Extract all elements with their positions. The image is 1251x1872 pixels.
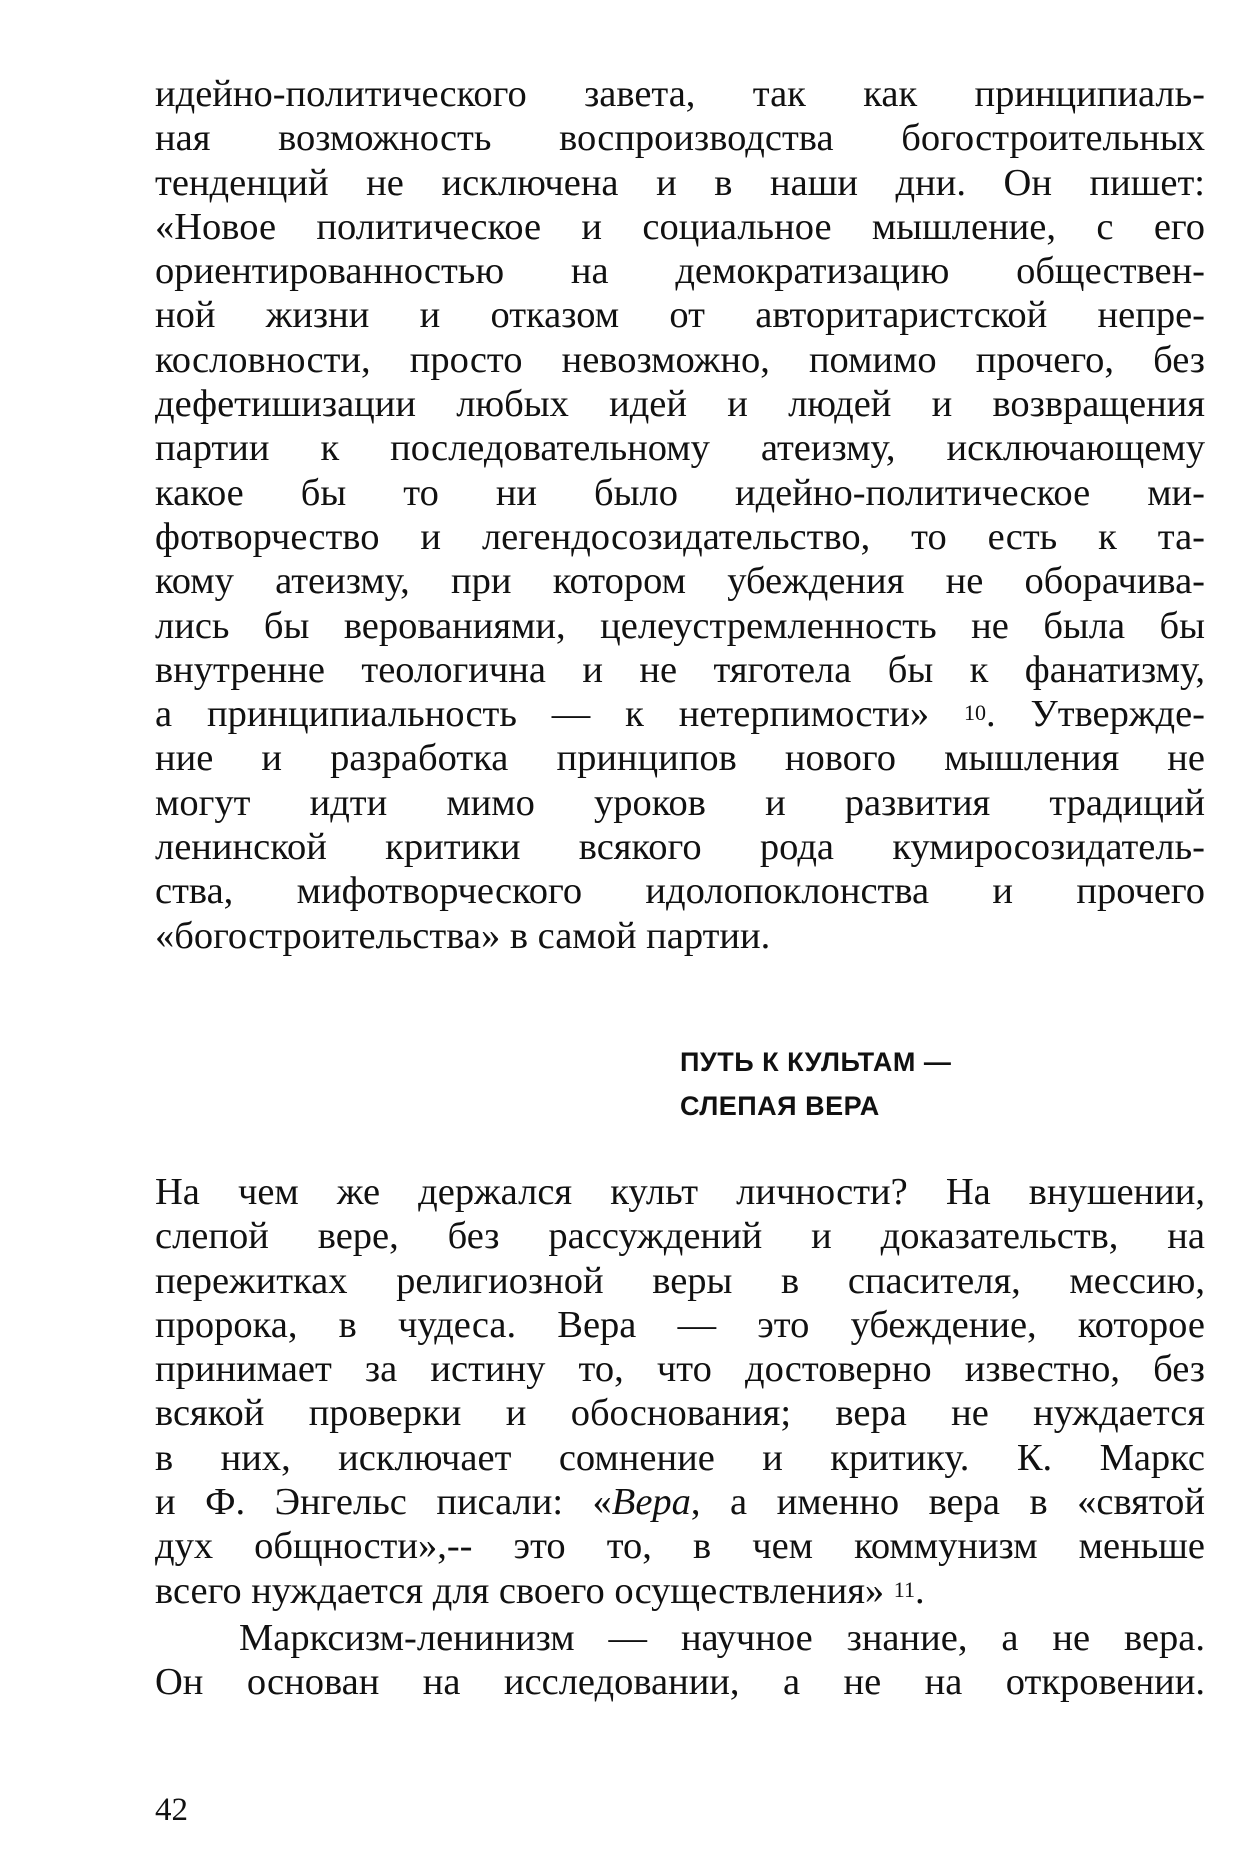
text-line: партии к последовательному атеизму, исключающему	[155, 427, 1205, 470]
text-line: тенденций не исключена и в наши дни. Он пишет:	[155, 161, 1205, 204]
text-line-with-footnote	[155, 1569, 1205, 1613]
paragraph-2	[155, 1170, 1205, 1613]
text-line: дух общности»,-- это то, в чем коммунизм меньше	[155, 1525, 1205, 1568]
text-line: ной жизни и отказом от авторитаристской непре-	[155, 294, 1205, 337]
text-line: идейно-политического завета, так как принципиаль-	[155, 73, 1205, 115]
text-line: всякой проверки и обоснования; вера не нуждается	[155, 1392, 1205, 1435]
text-line: «Новое политическое и социальное мышление, с его	[155, 205, 1205, 248]
footnote-reference: 10	[964, 700, 987, 726]
text-line: могут идти мимо уроков и развития традиций	[155, 781, 1205, 824]
text-fragment: а принципиальность — к нетерпимости»	[155, 693, 930, 736]
footnote-reference: 11	[893, 1576, 915, 1602]
text-line: кому атеизму, при котором убеждения не оборачива-	[155, 560, 1205, 603]
text-line-with-italic	[155, 1480, 1205, 1524]
text-line: фотворчество и легендосозидательство, то есть к та-	[155, 515, 1205, 558]
text-line: какое бы то ни было идейно-политическое ми-	[155, 471, 1205, 514]
paragraph-3	[155, 1616, 1205, 1705]
italic-word: Вера	[611, 1481, 691, 1524]
text-line-with-footnote	[155, 692, 1205, 736]
text-line: «богостроительства» в самой партии.	[155, 914, 771, 957]
text-line: ленинской критики всякого рода кумиросозидатель-	[155, 826, 1205, 869]
text-line: кословности, просто невозможно, помимо прочего, без	[155, 338, 1205, 381]
text-fragment: .	[914, 1569, 925, 1612]
heading-line: СЛЕПАЯ ВЕРА	[680, 1091, 880, 1121]
text-line: пророка, в чудеса. Вера — это убеждение, которое	[155, 1303, 1205, 1346]
text-line: ориентированностью на демократизацию обществен-	[155, 250, 1205, 293]
text-line: пережитках религиозной веры в спасителя, мессию,	[155, 1259, 1205, 1302]
text-line: ства, мифотворческого идолопоклонства и прочего	[155, 870, 1205, 913]
text-line: принимает за истину то, что достоверно известно, без	[155, 1348, 1205, 1391]
text-line: Марксизм-ленинизм — научное знание, а не вера.	[239, 1617, 1205, 1659]
page-number: 42	[155, 1792, 188, 1828]
paragraph-1	[155, 72, 1205, 958]
text-line: Он основан на исследовании, а не на откровении.	[155, 1661, 1205, 1704]
text-fragment: и Ф. Энгельс писали: «	[155, 1481, 612, 1524]
text-line: в них, исключает сомнение и критику. К. Маркс	[155, 1436, 1205, 1479]
text-fragment: . Утвержде-	[986, 693, 1205, 736]
text-line: слепой вере, без рассуждений и доказательств, на	[155, 1215, 1205, 1258]
text-line: дефетишизации любых идей и людей и возвращения	[155, 383, 1205, 426]
heading-line: ПУТЬ К КУЛЬТАМ —	[680, 1047, 952, 1077]
text-line: внутренне теологична и не тяготела бы к фанатизму,	[155, 648, 1205, 691]
text-fragment: , а именно вера в «святой	[690, 1481, 1205, 1524]
text-line: ная возможность воспроизводства богостроительных	[155, 117, 1205, 160]
text-line: лись бы верованиями, целеустремленность не была бы	[155, 604, 1205, 647]
text-line: ние и разработка принципов нового мышления не	[155, 737, 1205, 780]
section-heading	[680, 1040, 951, 1128]
text-fragment: всего нуждается для своего осуществления»	[155, 1569, 885, 1612]
text-line: На чем же держался культ личности? На внушении,	[155, 1171, 1205, 1213]
